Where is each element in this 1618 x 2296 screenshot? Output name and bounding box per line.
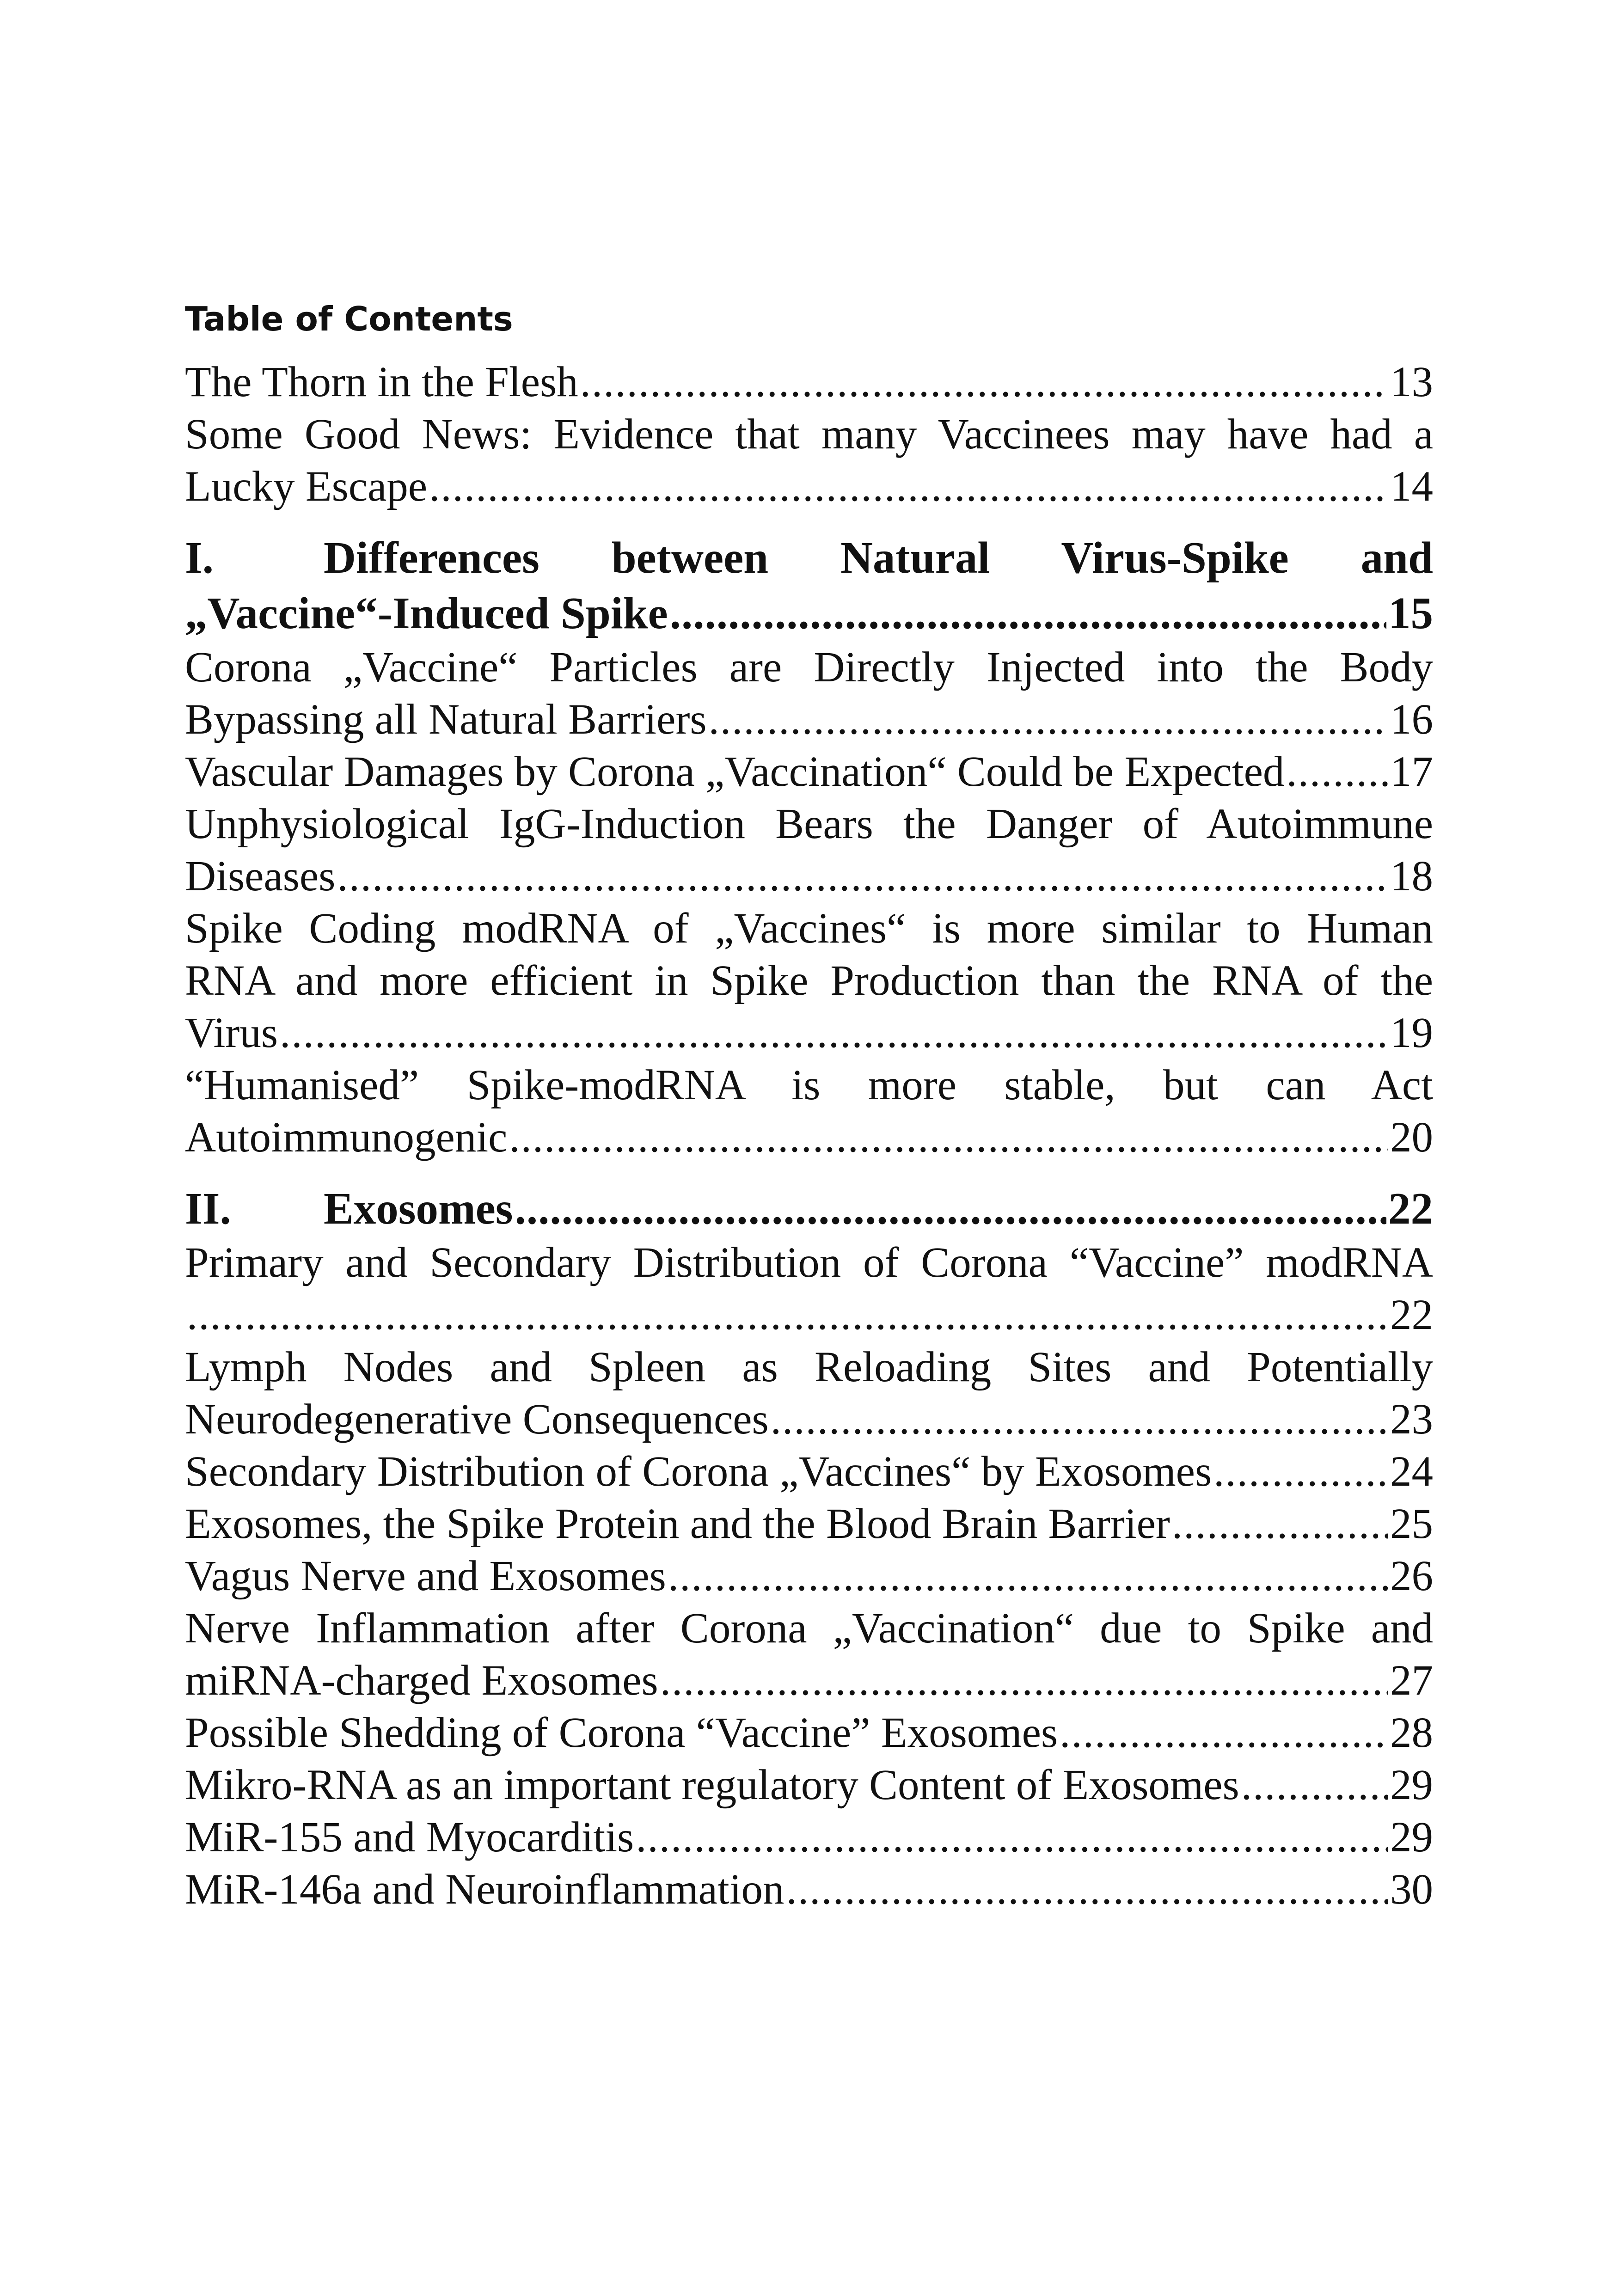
toc-chapter-entry[interactable]: [185, 530, 1433, 641]
toc-entry-title: Secondary Distribution of Corona „Vaccines“ by Exosomes: [185, 1448, 1212, 1495]
toc-entry-leader-line: [185, 1759, 1433, 1811]
toc-entry[interactable]: [185, 1707, 1433, 1759]
toc-entry[interactable]: [185, 1550, 1433, 1602]
toc-entry-title: Neurodegenerative Consequences: [185, 1396, 769, 1443]
toc-entry-leader-line: [185, 1393, 1433, 1445]
toc-entry-title-line: Some Good News: Evidence that many Vaccinees may have had a: [185, 410, 1433, 458]
toc-entry-title: Diseases: [185, 852, 336, 900]
toc-entry-title: Bypassing all Natural Barriers: [185, 696, 707, 743]
toc-entry-leader-line: [185, 1289, 1433, 1341]
toc-entry-leader-line: [185, 1654, 1433, 1707]
toc-entry[interactable]: [185, 1498, 1433, 1550]
toc-entry-leader-line: [185, 356, 1433, 408]
toc-entry-leader-line: [185, 693, 1433, 746]
toc-entry-title: Virus: [185, 1009, 278, 1057]
toc-chapter-entry[interactable]: [185, 1181, 1433, 1237]
page-number: 22: [1388, 1184, 1433, 1233]
page-number: 23: [1390, 1396, 1433, 1443]
toc-entry-title-line: Lymph Nodes and Spleen as Reloading Sites and Potentially: [185, 1343, 1433, 1391]
toc-entry[interactable]: [185, 356, 1433, 408]
dot-leader: [786, 1863, 1388, 1916]
toc-entry-title: Lucky Escape: [185, 463, 428, 510]
toc-entry[interactable]: [185, 1341, 1433, 1445]
dot-leader: [580, 356, 1388, 408]
page-number: 29: [1390, 1813, 1433, 1861]
page-number: 14: [1390, 463, 1433, 510]
toc-entry-leader-line: [185, 1707, 1433, 1759]
toc-entry-title-line: RNA and more efficient in Spike Production than the RNA of the: [185, 957, 1433, 1004]
dot-leader: [509, 1111, 1388, 1163]
page-number: 20: [1390, 1114, 1433, 1161]
toc-entry-title: „Vaccine“-Induced Spike: [185, 588, 668, 638]
dot-leader: [1241, 1759, 1388, 1811]
page-number: 18: [1390, 852, 1433, 900]
page-number: 26: [1390, 1552, 1433, 1600]
toc-entry-title-line: [185, 530, 1433, 586]
toc-entry-title-line: Corona „Vaccine“ Particles are Directly Injected into the Body: [185, 643, 1433, 691]
toc-entry-title: Vascular Damages by Corona „Vaccination“ Could be Expected: [185, 748, 1285, 796]
dot-leader: [771, 1393, 1388, 1445]
page-number: 30: [1390, 1866, 1433, 1913]
page-number: 17: [1390, 748, 1433, 796]
dot-leader: [429, 460, 1388, 513]
dot-leader: [660, 1654, 1388, 1707]
toc-entry-title: Mikro-RNA as an important regulatory Content of Exosomes: [185, 1761, 1239, 1809]
dot-leader: [709, 693, 1388, 746]
toc-entry[interactable]: [185, 1237, 1433, 1341]
toc-entry-title-line: Unphysiological IgG-Induction Bears the Danger of Autoimmune: [185, 800, 1433, 848]
page-number: 13: [1390, 358, 1433, 406]
toc-entry-title: Possible Shedding of Corona “Vaccine” Exosomes: [185, 1709, 1058, 1757]
dot-leader: [515, 1181, 1386, 1237]
toc-entry[interactable]: [185, 408, 1433, 513]
toc-entry-title: The Thorn in the Flesh: [185, 358, 578, 406]
page-number: 28: [1390, 1709, 1433, 1757]
toc-entry-title-line: Differences between Natural Virus-Spike and: [324, 533, 1433, 582]
toc-entry-leader-line: [185, 1007, 1433, 1059]
page-number: 25: [1390, 1500, 1433, 1548]
toc-heading: Table of Contents: [185, 300, 513, 338]
dot-leader: [668, 1550, 1388, 1602]
dot-leader: [636, 1811, 1388, 1863]
toc-entry-title: Exosomes, the Spike Protein and the Blood Brain Barrier: [185, 1500, 1170, 1548]
page-number: 16: [1390, 696, 1433, 743]
toc-entry[interactable]: [185, 798, 1433, 902]
toc-entry-leader-line: [185, 460, 1433, 513]
toc-entry[interactable]: [185, 641, 1433, 746]
toc-entry[interactable]: [185, 1445, 1433, 1498]
toc-entry-title: MiR-146a and Neuroinflammation: [185, 1866, 784, 1913]
toc-entry-leader-line: [185, 746, 1433, 798]
toc-entry-title-line: “Humanised” Spike-modRNA is more stable, but can Act: [185, 1061, 1433, 1109]
toc-entry-title: Autoimmunogenic: [185, 1114, 508, 1161]
toc-entry-leader-line: [185, 586, 1433, 641]
toc-entry-leader-line: [185, 1863, 1433, 1916]
document-page: [185, 296, 1433, 1916]
page-number: 27: [1390, 1657, 1433, 1704]
toc-entry-leader-line: [185, 1550, 1433, 1602]
toc-entry-title: miRNA-charged Exosomes: [185, 1657, 658, 1704]
toc-entry-title: MiR-155 and Myocarditis: [185, 1813, 634, 1861]
toc-entry[interactable]: [185, 1059, 1433, 1163]
toc-entry[interactable]: [185, 1863, 1433, 1916]
toc-entry[interactable]: [185, 1811, 1433, 1863]
toc-entry-title: Vagus Nerve and Exosomes: [185, 1552, 666, 1600]
dot-leader: [187, 1289, 1388, 1341]
toc-entry-leader-line: [185, 1111, 1433, 1163]
page-number: 29: [1390, 1761, 1433, 1809]
toc-entry-title-line: Nerve Inflammation after Corona „Vaccination“ due to Spike and: [185, 1604, 1433, 1652]
toc-entry[interactable]: [185, 1759, 1433, 1811]
toc-entry-title: Exosomes: [324, 1184, 513, 1233]
chapter-number: II.: [185, 1184, 231, 1233]
toc-entry[interactable]: [185, 746, 1433, 798]
toc-entry-leader-line: [185, 850, 1433, 902]
chapter-number: I.: [185, 533, 214, 582]
page-number: 15: [1388, 588, 1433, 638]
dot-leader: [280, 1007, 1388, 1059]
page-number: 22: [1390, 1291, 1433, 1339]
toc-entry[interactable]: [185, 902, 1433, 1059]
toc-entry-leader-line: [185, 1181, 1433, 1237]
toc-entry[interactable]: [185, 1602, 1433, 1707]
dot-leader: [670, 586, 1386, 641]
toc-entry-title-line: Primary and Secondary Distribution of Corona “Vaccine” modRNA: [185, 1239, 1433, 1286]
toc-entry-leader-line: [185, 1445, 1433, 1498]
toc-entry-title-line: Spike Coding modRNA of „Vaccines“ is more similar to Human: [185, 905, 1433, 952]
dot-leader: [1286, 746, 1388, 798]
dot-leader: [1172, 1498, 1388, 1550]
dot-leader: [1060, 1707, 1388, 1759]
toc-list: [185, 356, 1433, 1916]
toc-entry-leader-line: [185, 1811, 1433, 1863]
dot-leader: [337, 850, 1388, 902]
dot-leader: [1214, 1445, 1388, 1498]
toc-entry-leader-line: [185, 1498, 1433, 1550]
page-number: 19: [1390, 1009, 1433, 1057]
page-number: 24: [1390, 1448, 1433, 1495]
